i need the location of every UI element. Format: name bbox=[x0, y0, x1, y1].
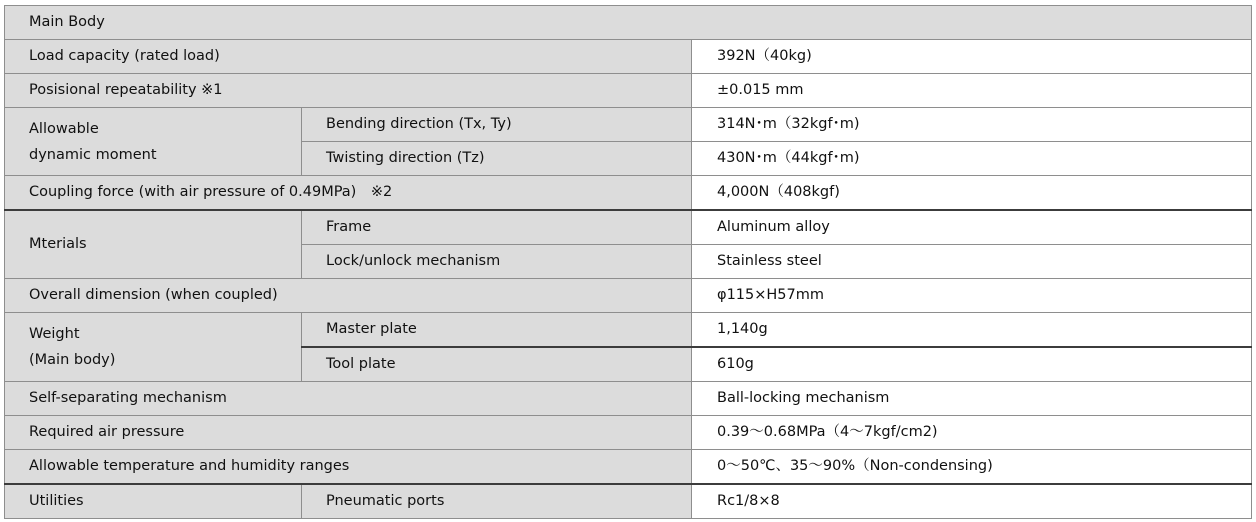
table-row bbox=[5, 484, 1252, 519]
row-sub-label: Pneumatic ports bbox=[302, 484, 692, 519]
group-label: Allowable dynamic moment bbox=[5, 108, 302, 176]
table-row bbox=[5, 382, 1252, 416]
group-label: Mterials bbox=[5, 210, 302, 279]
row-value: ±0.015 mm bbox=[692, 74, 1252, 108]
group-label: Weight (Main body) bbox=[5, 313, 302, 382]
table-row bbox=[5, 450, 1252, 485]
row-value: Stainless steel bbox=[692, 245, 1252, 279]
row-value: 1,140g bbox=[692, 313, 1252, 348]
row-label: Overall dimension (when coupled) bbox=[5, 279, 692, 313]
table-row bbox=[5, 74, 1252, 108]
row-sub-label: Twisting direction (Tz) bbox=[302, 142, 692, 176]
table-row bbox=[5, 108, 1252, 142]
table-row bbox=[5, 210, 1252, 245]
table-row bbox=[5, 416, 1252, 450]
row-sub-label: Lock/unlock mechanism bbox=[302, 245, 692, 279]
row-value: Ball-locking mechanism bbox=[692, 382, 1252, 416]
row-value: φ115×H57mm bbox=[692, 279, 1252, 313]
row-label: Required air pressure bbox=[5, 416, 692, 450]
row-label: Posisional repeatability ※1 bbox=[5, 74, 692, 108]
row-value: 0.39～0.68MPa（4～7kgf/cm2) bbox=[692, 416, 1252, 450]
row-value: Rc1/8×8 bbox=[692, 484, 1252, 519]
row-value: 314N･m（32kgf･m) bbox=[692, 108, 1252, 142]
table-header-row bbox=[5, 6, 1252, 40]
table-row bbox=[5, 279, 1252, 313]
row-value: Aluminum alloy bbox=[692, 210, 1252, 245]
table-row bbox=[5, 313, 1252, 348]
table-row bbox=[5, 40, 1252, 74]
row-sub-label: Bending direction (Tx, Ty) bbox=[302, 108, 692, 142]
row-sub-label: Master plate bbox=[302, 313, 692, 348]
row-value: 392N（40kg) bbox=[692, 40, 1252, 74]
row-value: 610g bbox=[692, 347, 1252, 382]
row-value: 430N･m（44kgf･m) bbox=[692, 142, 1252, 176]
row-label: Self-separating mechanism bbox=[5, 382, 692, 416]
table-header: Main Body bbox=[5, 6, 1252, 40]
row-value: 0～50℃、35～90%（Non-condensing) bbox=[692, 450, 1252, 485]
row-sub-label: Tool plate bbox=[302, 347, 692, 382]
group-label: Utilities bbox=[5, 484, 302, 519]
table-row bbox=[5, 176, 1252, 211]
row-sub-label: Frame bbox=[302, 210, 692, 245]
spec-table bbox=[4, 5, 1252, 519]
row-label: Coupling force (with air pressure of 0.49MPa) ※2 bbox=[5, 176, 692, 211]
row-label: Load capacity (rated load) bbox=[5, 40, 692, 74]
row-value: 4,000N（408kgf) bbox=[692, 176, 1252, 211]
row-label: Allowable temperature and humidity ranges bbox=[5, 450, 692, 485]
